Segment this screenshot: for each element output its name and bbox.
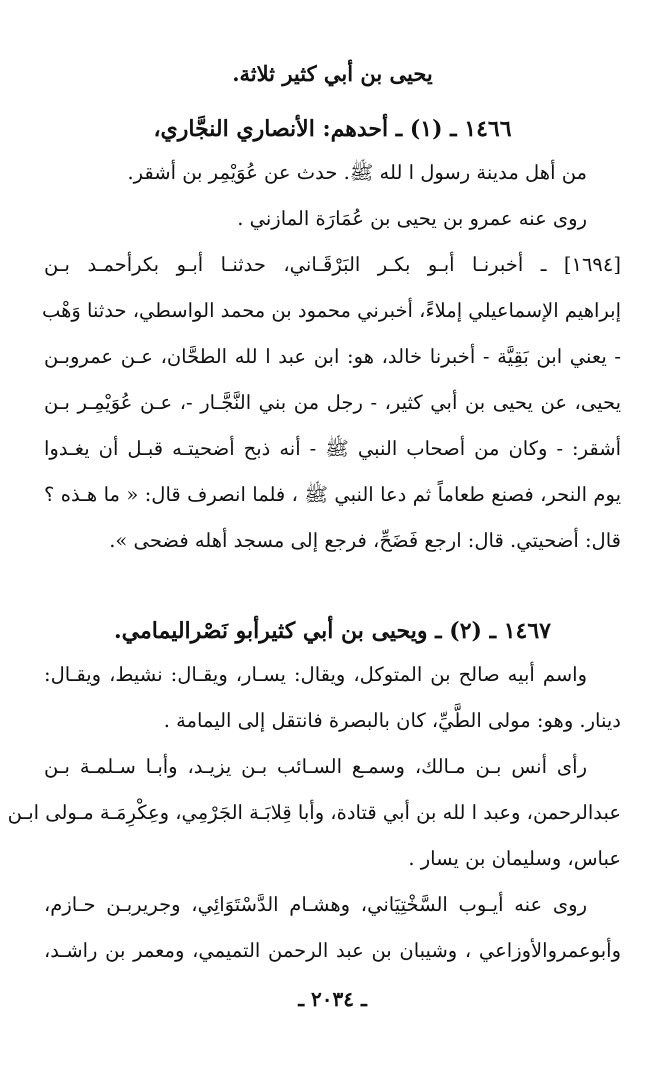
text-line: رأى أنس بـن مـالك، وسمـع السـائب بـن يزيـد، وأبـا سـلمـة بـن — [44, 755, 587, 778]
entry-heading-1466: ١٤٦٦ ـ (١) ـ أحدهم: الأنصاري النجَّاري، — [153, 116, 512, 142]
text-line: أشقر: - وكان من أصحاب النبي ﷺ - أنه ذبح أضحيتـه قبـل أن يغـدوا — [44, 437, 621, 460]
text-line: روى عنه أيـوب السَّخْتِيَاني، وهشـام الدَّسْتَوَائِي، وجريربـن حـازم، — [44, 893, 587, 916]
entry-heading-1467: ١٤٦٧ ـ (٢) ـ ويحيى بن أبي كثيرأبو نَصْراليمامي. — [114, 618, 551, 644]
text-line: [١٦٩٤] ـ أخبرنـا أبـو بكـر البَرْقَـاني، حدثنـا أبـو بكرأحمـد بـن — [44, 253, 621, 276]
section-title: يحيى بن أبي كثير ثلاثة. — [232, 61, 433, 86]
text-line: يحيى، عن يحيى بن أبي كثير، - رجل من بني النَّجَّـار -، عـن عُوَيْمِـر بـن — [44, 391, 621, 414]
text-line: يوم النحر، فصنع طعاماً ثم دعا النبي ﷺ ، فلما انصرف قال: « ما هـذه ؟ — [44, 483, 621, 506]
page-number: ـ ٢٠٣٤ ـ — [298, 987, 367, 1011]
text-line: روى عنه عمرو بن يحيى بن عُمَارَة المازني . — [237, 207, 587, 230]
text-line: من أهل مدينة رسول ا لله ﷺ. حدث عن عُوَيْمِر بن أشقر. — [127, 161, 587, 184]
text-line: - يعني ابن بَقِيَّة - أخبرنا خالد، هو: ابن عبد ا لله الطحَّان، عـن عمروبـن — [44, 345, 621, 368]
text-line: عباس، وسليمان بن يسار . — [408, 847, 621, 870]
text-line: وأبوعمروالأوزاعي ، وشيبان بن عبد الرحمن التميمي، ومعمر بن راشـد، — [44, 939, 621, 962]
text-line: واسم أبيه صالح بن المتوكل، ويقال: يسـار، ويقـال: نشيط، ويقـال: — [44, 663, 587, 686]
text-line: قال: أضحيتي. قال: ارجع فَضَحِّ، فرجع إلى مسجد أهله فضحى ». — [109, 529, 621, 552]
text-line: عبدالرحمن، وعبد ا لله بن أبي قتادة، وأبا قِلابَـة الجَرْمِي، وعِكْرِمَـة مـولى ابـن — [7, 801, 621, 824]
text-line: دينار. وهو: مولى الطَّيِّ، كان بالبصرة فانتقل إلى اليمامة . — [163, 709, 621, 732]
text-line: إبراهيم الإسماعيلي إملاءً، أخبرني محمود بن محمد الواسطي، حدثنا وَهْب — [41, 299, 621, 322]
